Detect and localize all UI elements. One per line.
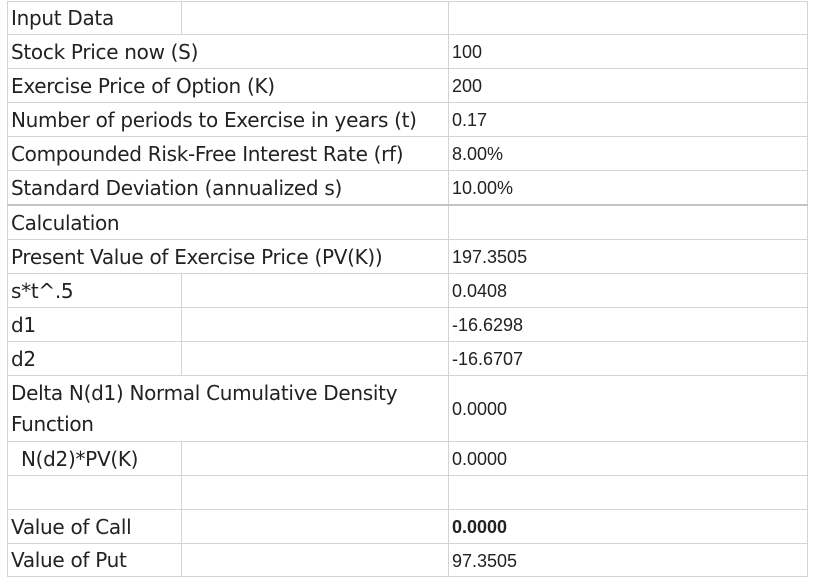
cell-value[interactable] — [449, 137, 808, 170]
cell-empty[interactable] — [182, 274, 449, 307]
cell-value[interactable] — [449, 376, 808, 441]
row-label: Input Data — [11, 5, 114, 30]
table-row — [7, 510, 808, 544]
cell-label[interactable] — [7, 376, 449, 441]
cell-label[interactable] — [7, 342, 182, 375]
cell-label[interactable] — [7, 103, 449, 136]
spreadsheet — [7, 1, 808, 577]
row-label: N(d2)*PV(K) — [21, 446, 139, 471]
row-label: d1 — [11, 312, 36, 337]
table-row — [7, 376, 808, 442]
cell-value[interactable] — [449, 544, 808, 576]
cell-value[interactable] — [449, 171, 808, 204]
cell-empty[interactable] — [182, 476, 449, 509]
cell-label[interactable] — [7, 240, 449, 273]
table-row — [7, 342, 808, 376]
row-label: Stock Price now (S) — [11, 39, 199, 64]
cell-value[interactable] — [449, 342, 808, 375]
call-value: 0.0000 — [452, 517, 508, 537]
section-heading: Calculation — [11, 210, 120, 235]
row-value: 10.00% — [452, 178, 514, 198]
row-value: -16.6707 — [452, 349, 524, 369]
row-value: 100 — [452, 42, 483, 62]
cell-value[interactable] — [449, 35, 808, 68]
cell-empty[interactable] — [182, 1, 449, 34]
table-row — [7, 442, 808, 476]
table-row — [7, 35, 808, 69]
cell-value[interactable] — [449, 206, 808, 239]
table-row — [7, 476, 808, 510]
table-row — [7, 171, 808, 206]
cell-empty[interactable] — [182, 544, 449, 576]
row-value: 0.0000 — [452, 399, 508, 419]
table-row — [7, 137, 808, 171]
cell-label[interactable] — [7, 544, 182, 576]
table-row — [7, 274, 808, 308]
cell-label[interactable] — [7, 274, 182, 307]
row-label: Exercise Price of Option (K) — [11, 73, 275, 98]
cell-value[interactable] — [449, 308, 808, 341]
row-label: d2 — [11, 346, 36, 371]
row-value: -16.6298 — [452, 315, 524, 335]
row-label: Number of periods to Exercise in years (t) — [11, 107, 417, 132]
table-row — [7, 206, 808, 240]
cell-label[interactable] — [7, 476, 182, 509]
table-row — [7, 544, 808, 577]
cell-value[interactable] — [449, 103, 808, 136]
cell-label[interactable] — [7, 442, 182, 475]
table-row — [7, 240, 808, 274]
row-value: 8.00% — [452, 144, 504, 164]
cell-label[interactable] — [7, 69, 449, 102]
row-label: Present Value of Exercise Price (PV(K)) — [11, 244, 383, 269]
cell-label[interactable] — [7, 510, 182, 543]
row-label: s*t^.5 — [11, 278, 74, 303]
row-value: 0.17 — [452, 110, 488, 130]
cell-label[interactable] — [7, 1, 182, 34]
cell-empty[interactable] — [182, 308, 449, 341]
put-value: 97.3505 — [452, 550, 518, 571]
table-row — [7, 69, 808, 103]
cell-value[interactable] — [449, 1, 808, 34]
row-label: Standard Deviation (annualized s) — [11, 175, 342, 200]
cell-empty[interactable] — [182, 342, 449, 375]
cell-value[interactable] — [449, 510, 808, 543]
row-label: Value of Put — [11, 548, 127, 572]
cell-label[interactable] — [7, 35, 449, 68]
row-value: 0.0408 — [452, 281, 508, 301]
cell-empty[interactable] — [182, 442, 449, 475]
cell-value[interactable] — [449, 274, 808, 307]
cell-label[interactable] — [7, 206, 449, 239]
row-value: 197.3505 — [452, 247, 528, 267]
cell-value[interactable] — [449, 476, 808, 509]
row-label: Delta N(d1) Normal Cumulative Density Function — [11, 381, 398, 436]
table-row — [7, 1, 808, 35]
row-label: Compounded Risk-Free Interest Rate (rf) — [11, 141, 404, 166]
table-row — [7, 308, 808, 342]
row-value: 0.0000 — [452, 449, 508, 469]
cell-value[interactable] — [449, 442, 808, 475]
cell-empty[interactable] — [182, 510, 449, 543]
cell-value[interactable] — [449, 240, 808, 273]
row-label: Value of Call — [11, 514, 132, 539]
cell-label[interactable] — [7, 171, 449, 204]
row-value: 200 — [452, 76, 483, 96]
cell-label[interactable] — [7, 308, 182, 341]
cell-label[interactable] — [7, 137, 449, 170]
cell-value[interactable] — [449, 69, 808, 102]
table-row — [7, 103, 808, 137]
